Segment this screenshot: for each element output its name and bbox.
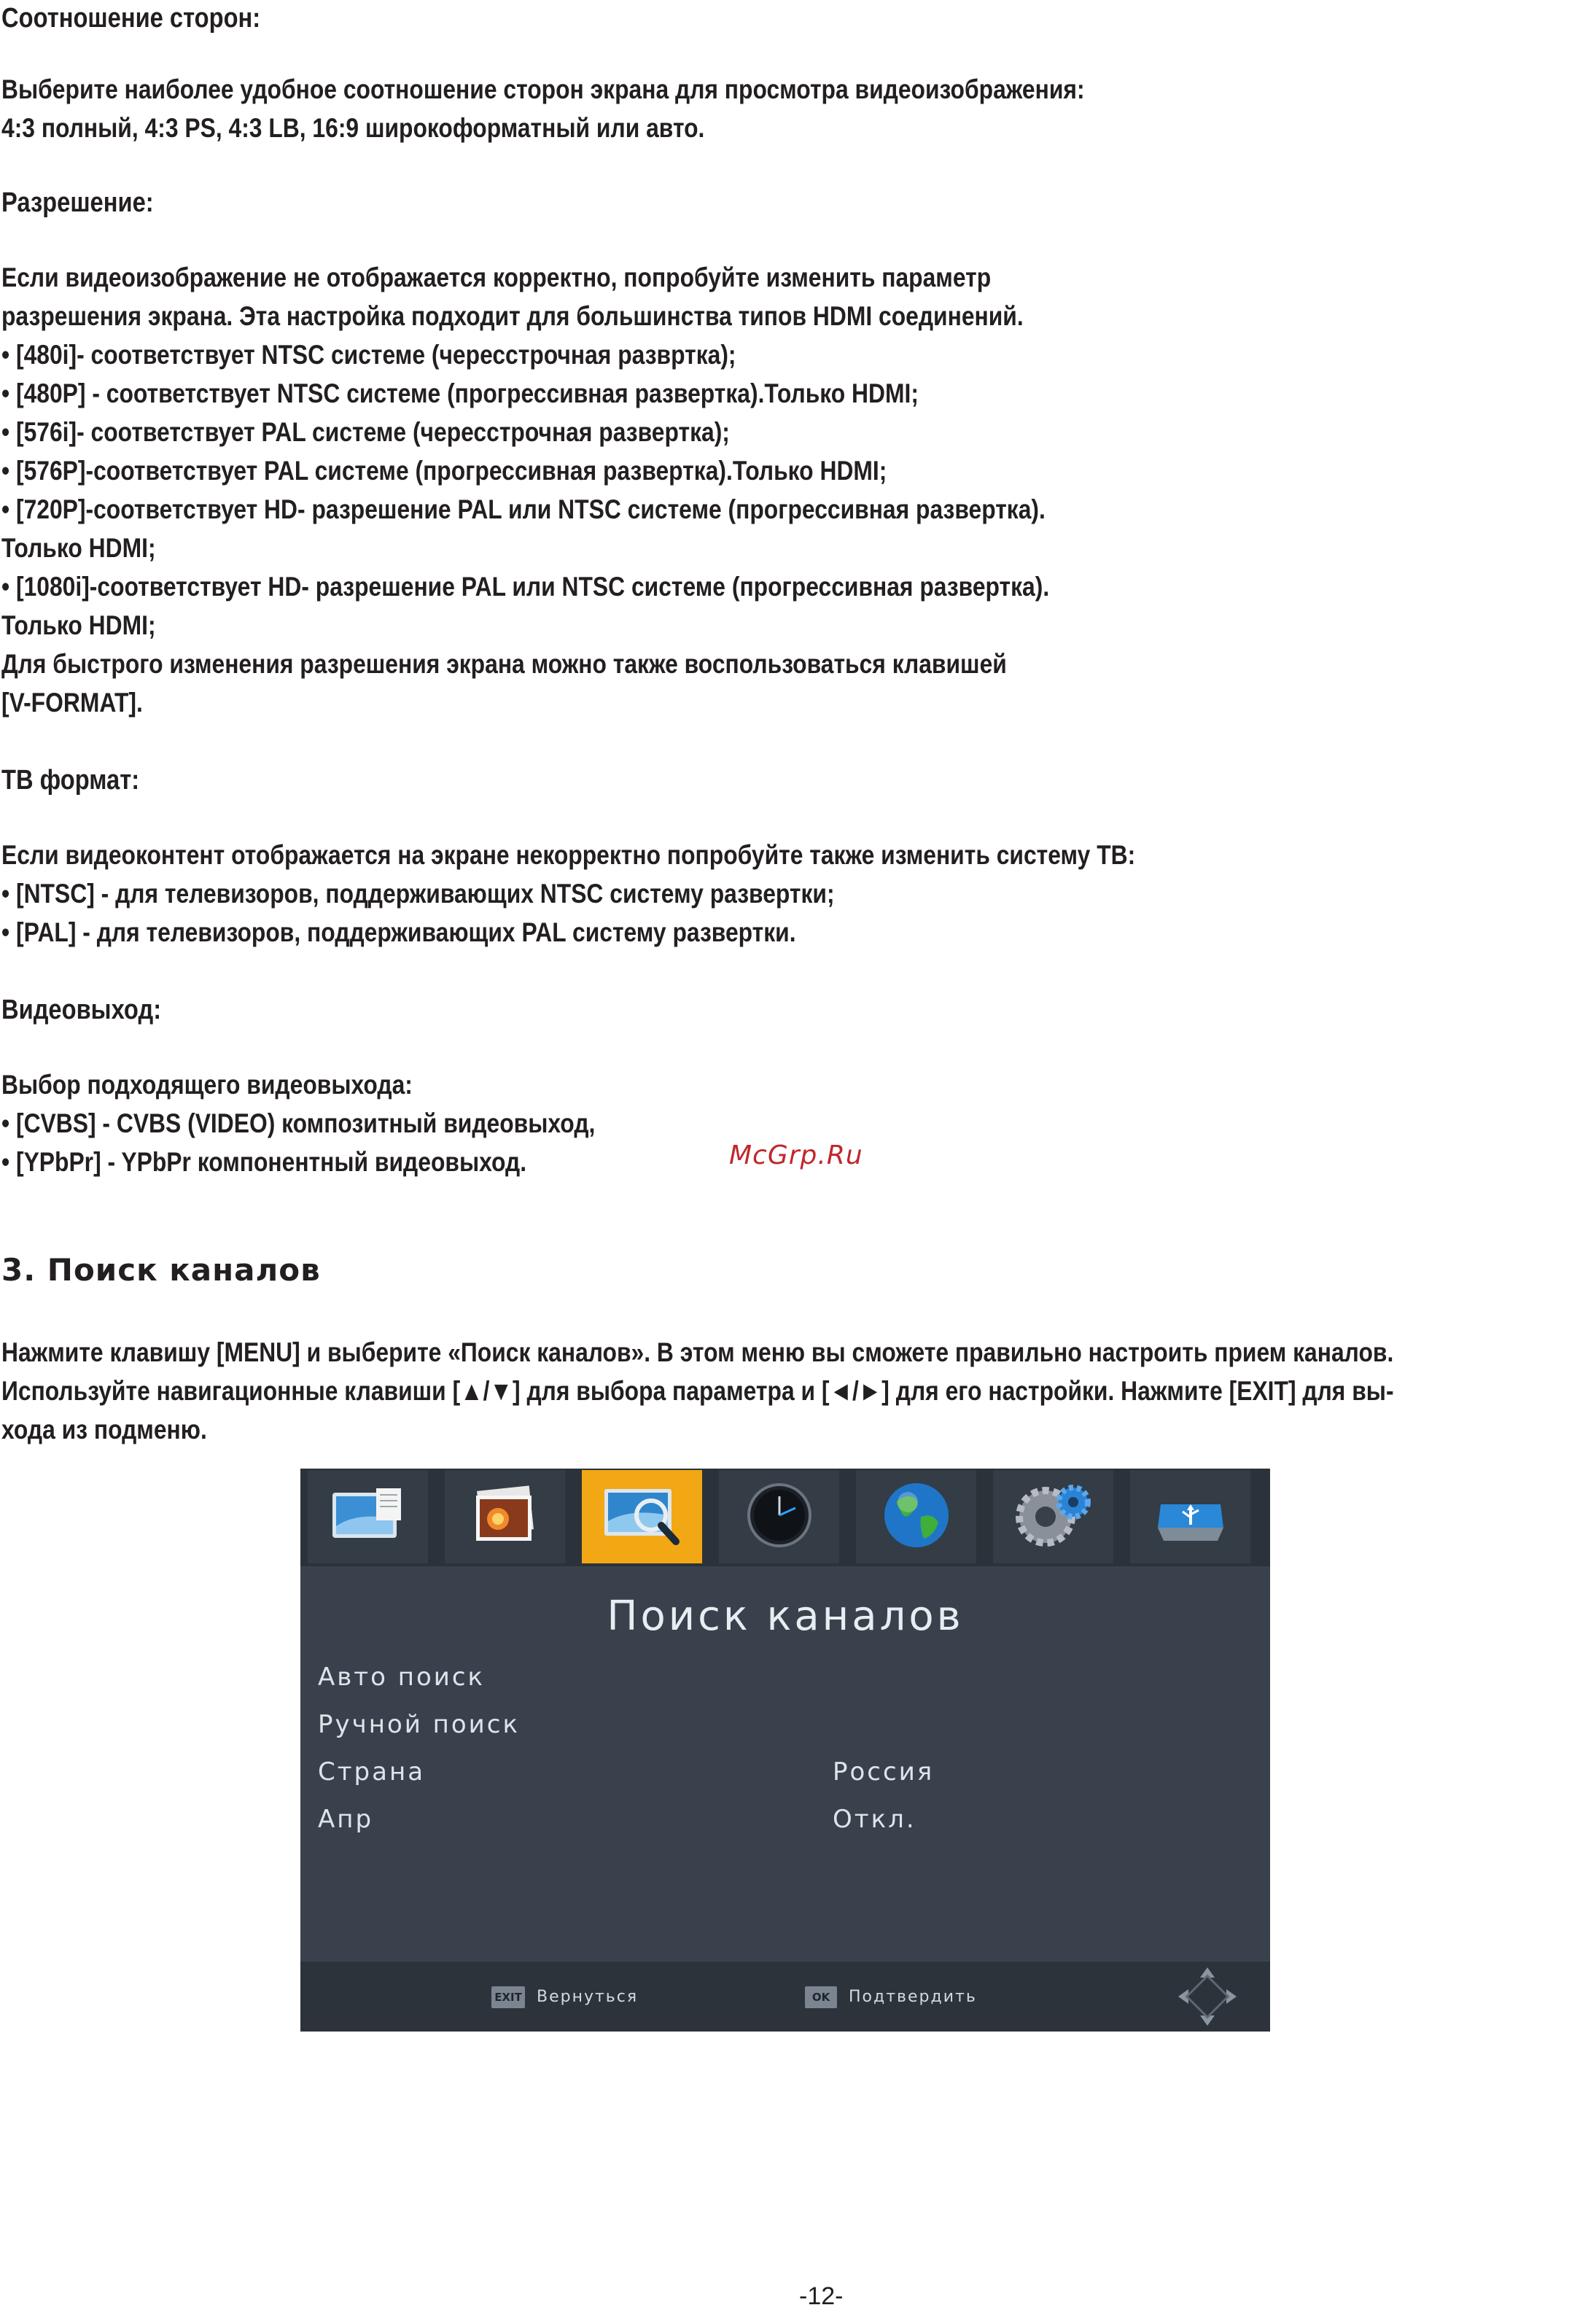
list-item: • [480P] - соответствует NTSC системе (прогрессивная развертка).Только HDMI; [1, 378, 919, 408]
exit-hint-label: Вернуться [537, 1988, 639, 2006]
country-value[interactable]: Россия [833, 1757, 935, 1787]
list-item: • [720P]-соответствует HD- разрешение PAL или NTSC системе (прогрессивная развертка). [1, 494, 1046, 524]
program-icon [328, 1482, 408, 1551]
usb-icon [1151, 1482, 1231, 1551]
menu-item-apr[interactable]: Апр [318, 1805, 374, 1834]
paragraph-line: Если видеоконтент отображается на экране некорректно попробуйте также изменить систему ТВ: [1, 840, 1136, 870]
tab-usb[interactable] [1130, 1470, 1250, 1563]
picture-icon [469, 1482, 542, 1551]
menu-item-country[interactable]: Страна [318, 1757, 426, 1787]
section-heading-tv-format: ТВ формат: [1, 765, 140, 796]
list-item: • [NTSC] - для телевизоров, поддерживающих NTSC систему развертки; [1, 879, 835, 909]
tab-language[interactable] [856, 1470, 976, 1563]
paragraph-line: Только HDMI; [1, 610, 156, 640]
paragraph-line: Для быстрого изменения разрешения экрана можно также воспользоваться клавишей [1, 649, 1007, 679]
tab-time[interactable] [719, 1470, 839, 1563]
channel-search-icon [599, 1479, 686, 1555]
tab-picture[interactable] [445, 1470, 565, 1563]
section-heading-resolution: Разрешение: [1, 187, 154, 218]
menu-item-manual-search[interactable]: Ручной поиск [318, 1710, 521, 1739]
paragraph-line: Выбор подходящего видеовыхода: [1, 1070, 413, 1100]
paragraph-line: Нажмите клавишу [MENU] и выберите «Поиск каналов». В этом меню вы сможете правильно настроить прием каналов. [1, 1337, 1394, 1367]
paragraph-line: [V-FORMAT]. [1, 688, 143, 718]
list-item: • [1080i]-соответствует HD- разрешение PAL или NTSC системе (прогрессивная развертка). [1, 572, 1050, 602]
ok-key-badge: OK [805, 1986, 837, 2008]
paragraph-line: разрешения экрана. Эта настройка подходит для большинства типов HDMI соединений. [1, 301, 1024, 331]
paragraph-line: Используйте навигационные клавиши [▲/▼] для выбора параметра и [◄/►] для его настройки. Нажмите [EXIT] для вы- [1, 1376, 1394, 1406]
list-item: • [YPbPr] - YPbPr компонентный видеовыход. [1, 1147, 527, 1177]
menu-icon-bar [300, 1469, 1270, 1566]
list-item: • [576i]- соответствует PAL системе (чересстрочная развертка); [1, 417, 730, 447]
paragraph-line: Выберите наиболее удобное соотношение сторон экрана для просмотра видеоизображения: [1, 74, 1085, 104]
page-number: -12- [799, 2282, 844, 2310]
tab-program[interactable] [308, 1470, 428, 1563]
clock-icon [744, 1480, 814, 1553]
list-item: • [PAL] - для телевизоров, поддерживающих PAL систему развертки. [1, 917, 796, 947]
menu-title: Поиск каналов [607, 1593, 964, 1640]
navigation-pad-icon [1175, 1964, 1239, 2032]
ok-hint-label: Подтвердить [849, 1988, 977, 2006]
exit-key-badge: EXIT [491, 1986, 525, 2008]
watermark: McGrp.Ru [729, 1140, 863, 1170]
tab-system[interactable] [993, 1470, 1113, 1563]
paragraph-line: хода из подменю. [1, 1415, 207, 1445]
section-heading-aspect: Соотношение сторон: [1, 3, 261, 34]
gears-icon [1013, 1479, 1094, 1555]
globe-icon [880, 1479, 953, 1555]
tab-channel-search[interactable] [582, 1470, 702, 1563]
paragraph-line: Если видеоизображение не отображается корректно, попробуйте изменить параметр [1, 263, 992, 292]
chapter-title: 3. Поиск каналов [1, 1252, 321, 1288]
menu-footer [300, 1962, 1270, 2032]
paragraph-line: 4:3 полный, 4:3 PS, 4:3 LB, 16:9 широкоформатный или авто. [1, 113, 705, 143]
tv-menu-screenshot [300, 1469, 1270, 2032]
section-heading-video-output: Видеовыход: [1, 995, 162, 1025]
apr-value[interactable]: Откл. [833, 1805, 916, 1834]
list-item: • [576P]-соответствует PAL системе (прогрессивная развертка).Только HDMI; [1, 456, 887, 486]
list-item: • [CVBS] - CVBS (VIDEO) композитный видеовыход, [1, 1108, 596, 1138]
list-item: • [480i]- соответствует NTSC системе (чересстрочная развртка); [1, 340, 736, 370]
menu-item-auto-search[interactable]: Авто поиск [318, 1663, 486, 1692]
paragraph-line: Только HDMI; [1, 533, 156, 563]
